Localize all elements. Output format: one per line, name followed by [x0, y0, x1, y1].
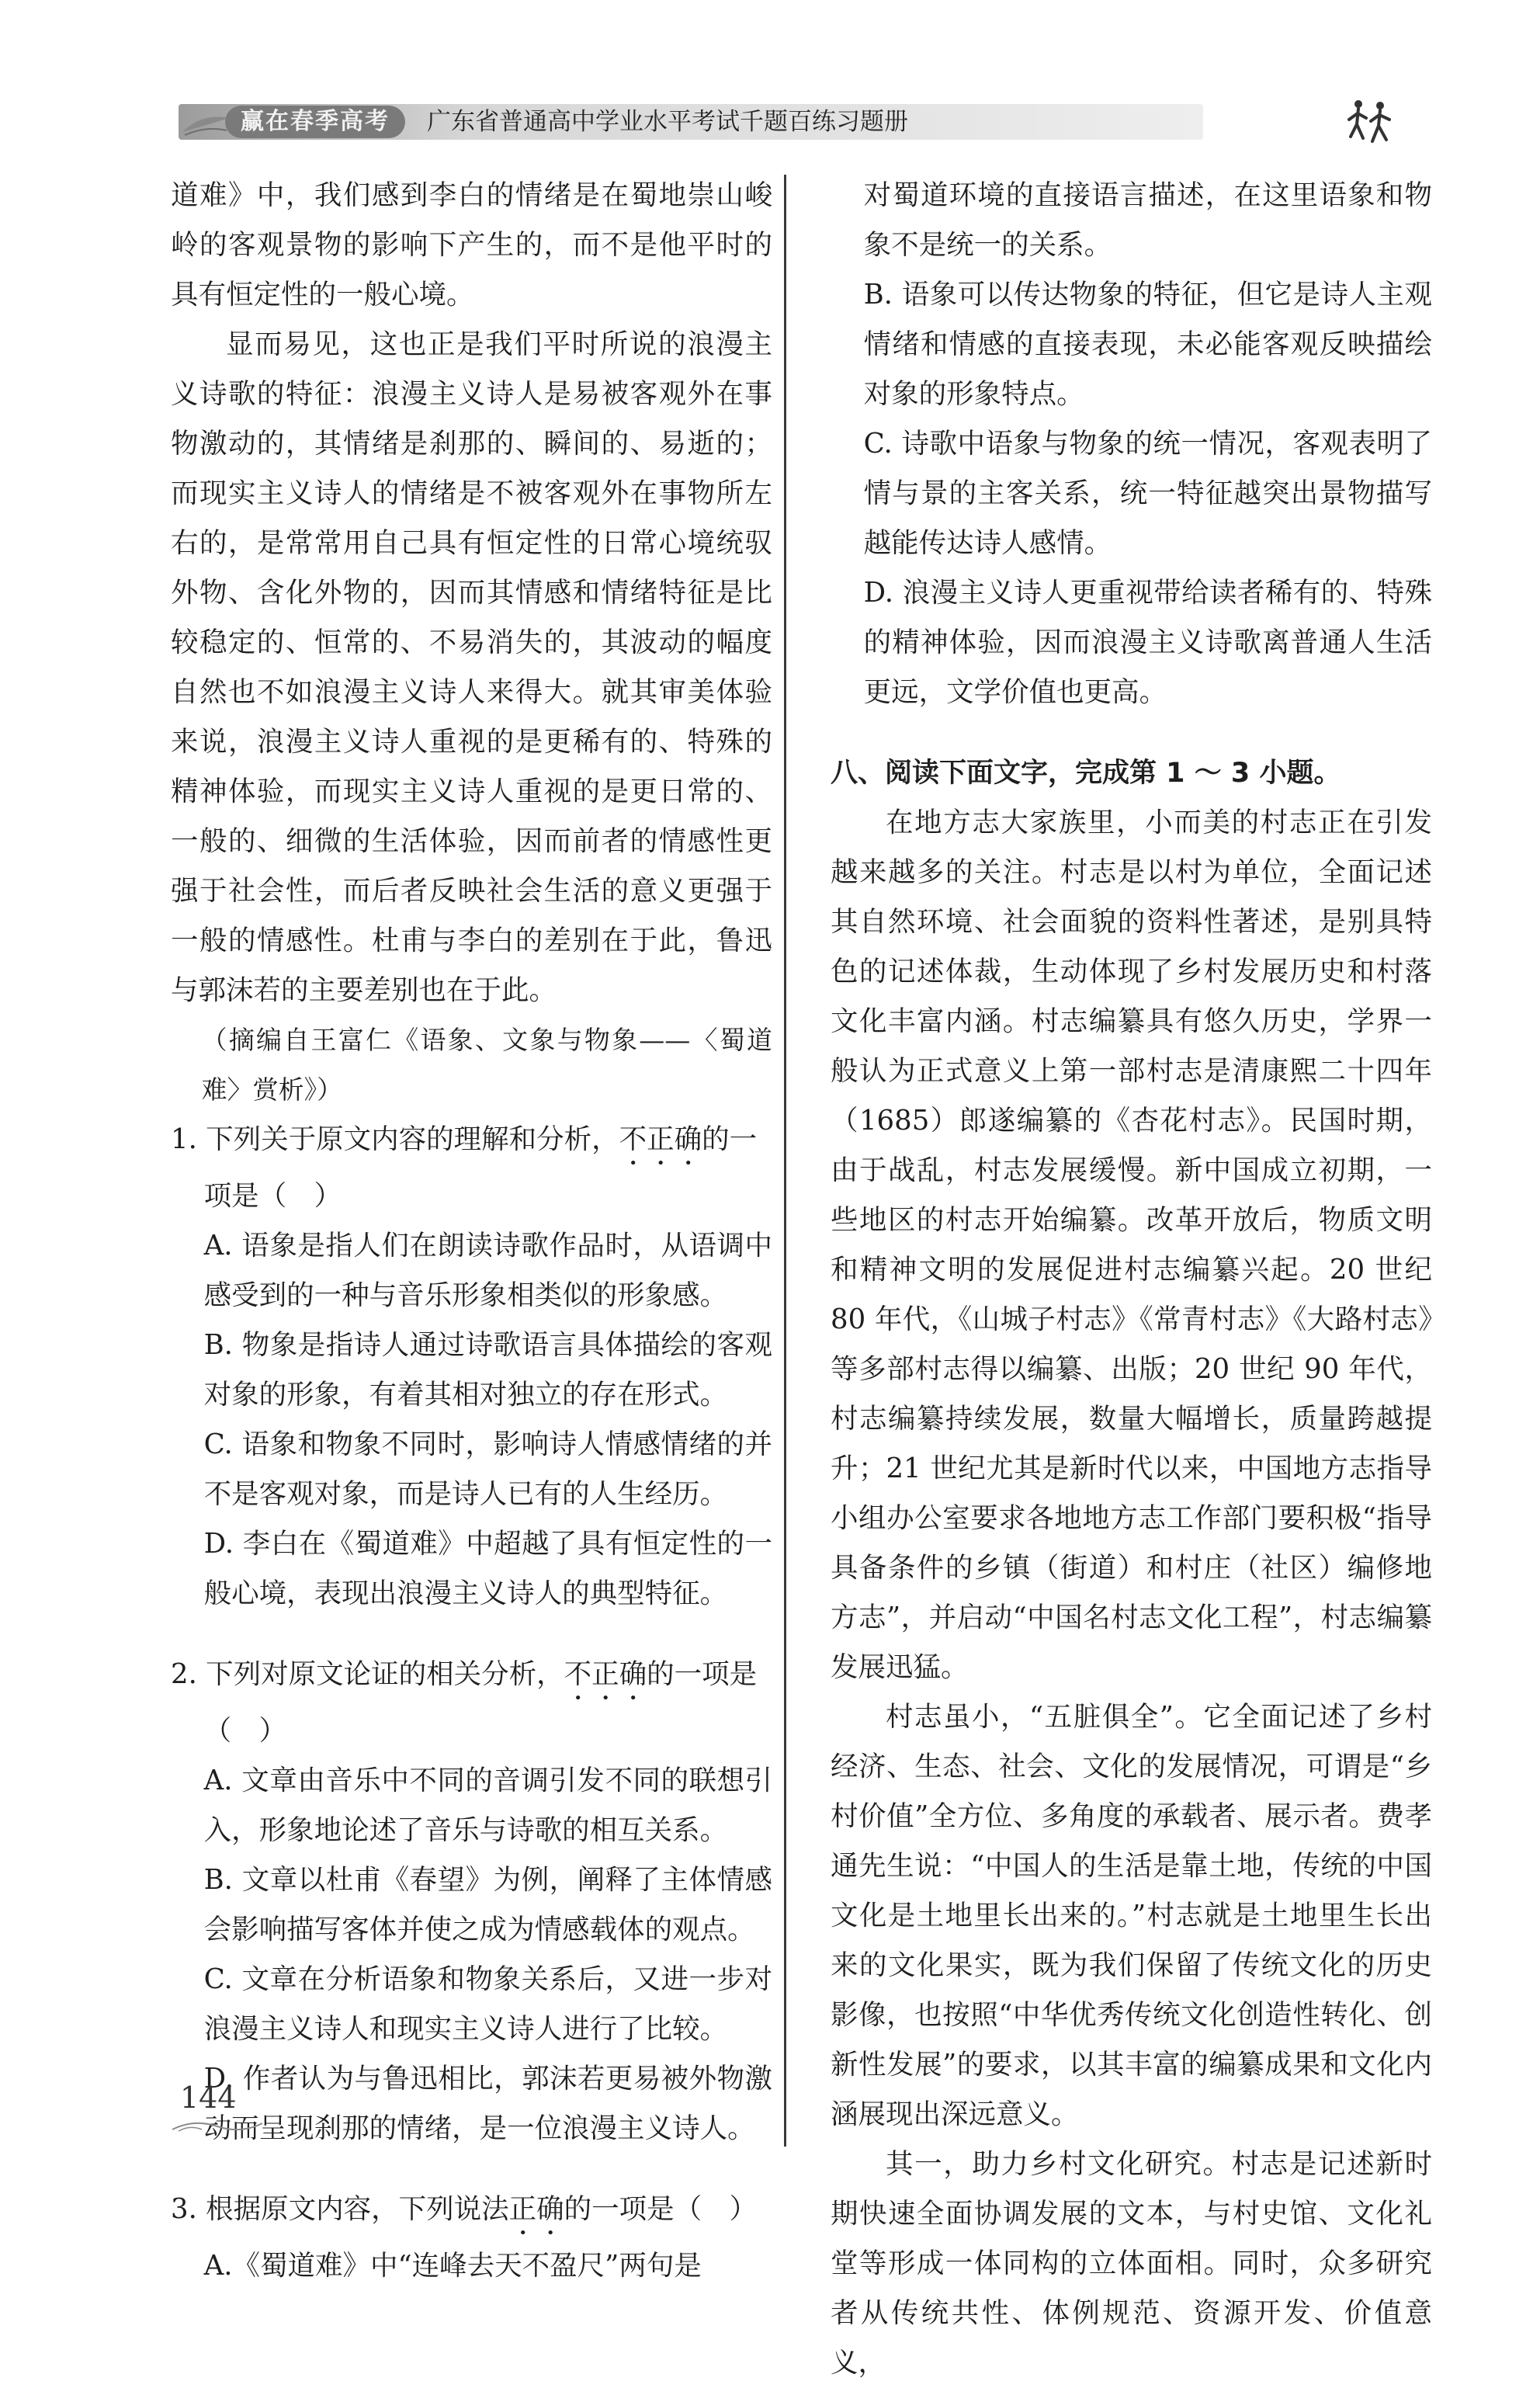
running-header — [179, 93, 1389, 148]
question-1-option-b: B. 物象是指诗人通过诗歌语言具体描绘的客观对象的形象，有着其相对独立的存在形式。 — [203, 1329, 772, 1411]
question-1-option-d: D. 李白在《蜀道难》中超越了具有恒定性的一般心境，表现出浪漫主义诗人的典型特征。 — [203, 1528, 772, 1609]
runners-icon — [1343, 98, 1397, 148]
question-3-option-a-continued: 对蜀道环境的直接语言描述，在这里语象和物象不是统一的关系。 — [863, 179, 1432, 261]
question-2-option-b: B. 文章以杜甫《春望》为例，阐释了主体情感会影响描写客体并使之成为情感载体的观点。 — [203, 1864, 772, 1945]
emphasis-mark: 不正确 — [564, 1658, 647, 1690]
question-2-option-d: D. 作者认为与鲁迅相比，郭沫若更易被外物激动而呈现刹那的情绪，是一位浪漫主义诗人。 — [203, 2063, 772, 2144]
footer-ornament-icon — [171, 2116, 264, 2139]
passage-paragraph: 显而易见，这也正是我们平时所说的浪漫主义诗歌的特征：浪漫主义诗人是易被客观外在事物激动的，其情绪是刹那的、瞬间的、易逝的；而现实主义诗人的情绪是不被客观外在事物所左右的，是常常用自己具有恒定性的日常心境统驭外物、含化外物的，因而其情感和情绪特征是比较稳定的、恒常的、不易消失的，其波动的幅度自然也不如浪漫主义诗人来得大。就其审美体验来说，浪漫主义诗人重视的是更稀有的、特殊的精神体验，而现实主义诗人重视的是更日常的、一般的、细微的生活体验，因而前者的情感性更强于社会性，而后者反映社会生活的意义更强于一般的情感性。杜甫与李白的差别在于此，鲁迅与郭沫若的主要差别也在于此。 — [171, 328, 772, 1006]
question-1-option-c: C. 语象和物象不同时，影响诗人情感情绪的并不是客观对象，而是诗人已有的人生经历。 — [203, 1428, 772, 1510]
question-3-option-b: B. 语象可以传达物象的特征，但它是诗人主观情绪和情感的直接表现，未必能客观反映描绘对象的形象特点。 — [863, 279, 1432, 410]
emphasis-mark: 正确 — [508, 2193, 564, 2225]
question-3-option-a: A.《蜀道难》中“连峰去天不盈尺”两句是 — [203, 2250, 702, 2282]
passage-paragraph: 其一，助力乡村文化研究。村志是记述新时期快速全面协调发展的文本，与村史馆、文化礼堂等形成一体同构的立体面相。同时，众多研究者从传统共性、体例规范、资源开发、价值意义， — [831, 2148, 1432, 2379]
question-3-stem: 3. 根据原文内容，下列说法正确的一项是（ ） — [171, 2193, 758, 2225]
question-1-stem: 1. 下列关于原文内容的理解和分析，不正确的一项是（ ） — [171, 1123, 758, 1212]
header-title: 广东省普通高中学业水平考试千题百练习题册 — [427, 108, 908, 136]
header-badge: 赢在春季高考 — [225, 106, 405, 138]
question-3-option-c: C. 诗歌中语象与物象的统一情况，客观表明了情与景的主客关系，统一特征越突出景物描写越能传达诗人感情。 — [863, 428, 1432, 559]
source-citation: （摘编自王富仁《语象、文象与物象——〈蜀道难〉赏析》） — [201, 1025, 772, 1105]
question-2-stem: 2. 下列对原文论证的相关分析，不正确的一项是（ ） — [171, 1658, 758, 1747]
question-2-option-c: C. 文章在分析语象和物象关系后，又进一步对浪漫主义诗人和现实主义诗人进行了比较。 — [203, 1963, 772, 2045]
right-column — [831, 171, 1432, 2388]
question-3-option-d: D. 浪漫主义诗人更重视带给读者稀有的、特殊的精神体验，因而浪漫主义诗歌离普通人生活更远，文学价值也更高。 — [863, 577, 1432, 708]
question-1-option-a: A. 语象是指人们在朗读诗歌作品时，从语调中感受到的一种与音乐形象相类似的形象感。 — [203, 1230, 772, 1311]
page-number: 144 — [180, 2081, 237, 2115]
passage-paragraph: 在地方志大家族里，小而美的村志正在引发越来越多的关注。村志是以村为单位，全面记述其自然环境、社会面貌的资料性著述，是别具特色的记述体裁，生动体现了乡村发展历史和村落文化丰富内涵。村志编纂具有悠久历史，学界一般认为正式意义上第一部村志是清康熙二十四年（1685）郎遂编纂的《杏花村志》。民国时期，由于战乱，村志发展缓慢。新中国成立初期，一些地区的村志开始编纂。改革开放后，物质文明和精神文明的发展促进村志编纂兴起。20 世纪 80 年代，《山城子村志》《常青村志》《大路村志》等多部村志得以编纂、出版；20 世纪 90 年代，村志编纂持续发展，数量大幅增长，质量跨越提升；21 世纪尤其是新时代以来，中国地方志指导小组办公室要求各地地方志工作部门要积极“指导具备条件的乡镇（街道）和村庄（社区）编修地方志”，并启动“中国名村志文化工程”，村志编纂发展迅猛。 — [831, 807, 1432, 1683]
left-column — [171, 171, 772, 2291]
section-8-title: 八、阅读下面文字，完成第 1 ～ 3 小题。 — [831, 758, 1341, 789]
column-divider — [784, 175, 786, 2147]
passage-paragraph: 道难》中，我们感到李白的情绪是在蜀地崇山峻岭的客观景物的影响下产生的，而不是他平时的具有恒定性的一般心境。 — [171, 179, 772, 311]
emphasis-mark: 不正确 — [619, 1123, 702, 1155]
passage-paragraph: 村志虽小，“五脏俱全”。它全面记述了乡村经济、生态、社会、文化的发展情况，可谓是“乡村价值”全方位、多角度的承载者、展示者。费孝通先生说：“中国人的生活是靠土地，传统的中国文化是土地里长出来的。”村志就是土地里生长出来的文化果实，既为我们保留了传统文化的历史影像，也按照“中华优秀传统文化创造性转化、创新性发展”的要求，以其丰富的编纂成果和文化内涵展现出深远意义。 — [831, 1701, 1432, 2130]
question-2-option-a: A. 文章由音乐中不同的音调引发不同的联想引入，形象地论述了音乐与诗歌的相互关系。 — [203, 1765, 772, 1846]
